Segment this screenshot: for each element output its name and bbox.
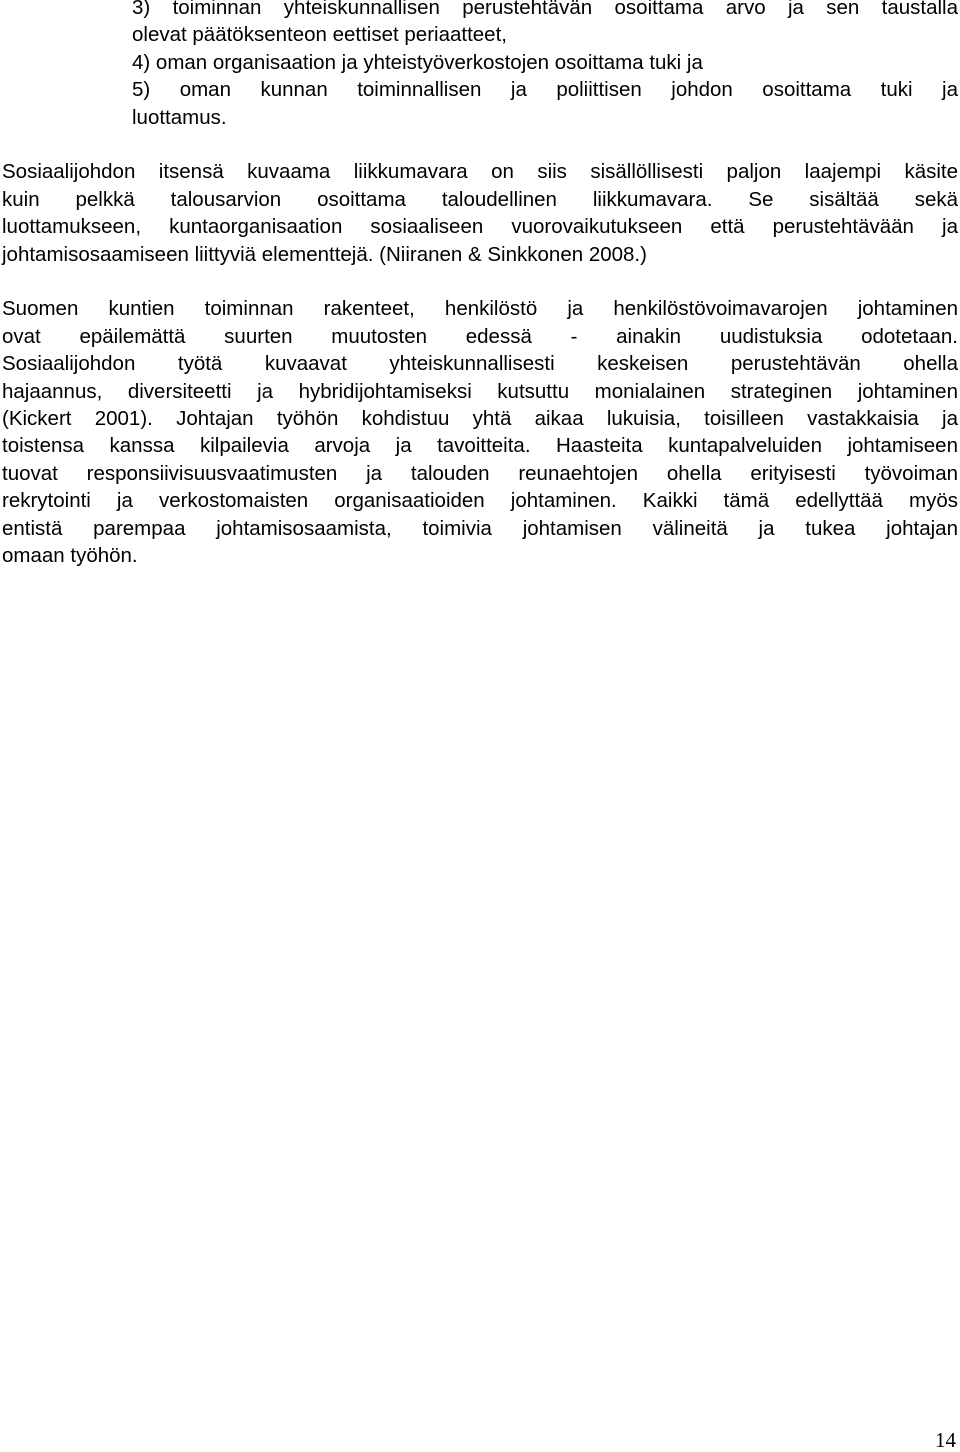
list-item-4: 4) oman organisaation ja yhteistyöverkostojen osoittama tuki ja bbox=[132, 50, 703, 74]
paragraph-2-line-8: rekrytointi ja verkostomaisten organisaatioiden johtaminen. Kaikki tämä edellyttää myös bbox=[2, 489, 958, 513]
paragraph-1-line-1: Sosiaalijohdon itsensä kuvaama liikkumavara on siis sisällöllisesti paljon laajempi käsite bbox=[2, 160, 958, 184]
paragraph-2-line-4: hajaannus, diversiteetti ja hybridijohtamiseksi kutsuttu monialainen strateginen johtaminen bbox=[2, 379, 958, 403]
paragraph-1-line-2: kuin pelkkä talousarvion osoittama taloudellinen liikkumavara. Se sisältää sekä bbox=[2, 187, 958, 211]
page-number: 14 bbox=[935, 1428, 956, 1452]
paragraph-2-line-10: omaan työhön. bbox=[2, 544, 138, 568]
list-item-5-line-1: 5) oman kunnan toiminnallisen ja poliittisen johdon osoittama tuki ja bbox=[132, 78, 958, 102]
paragraph-1-line-4: johtamisosaamiseen liittyviä elementtejä. (Niiranen & Sinkkonen 2008.) bbox=[2, 242, 647, 266]
paragraph-spacer bbox=[2, 268, 958, 295]
paragraph-2-line-5: (Kickert 2001). Johtajan työhön kohdistuu yhtä aikaa lukuisia, toisilleen vastakkaisia ja bbox=[2, 407, 958, 431]
list-item-3-line-2: olevat päätöksenteon eettiset periaatteet, bbox=[132, 23, 507, 47]
paragraph-2-line-7: tuovat responsiivisuusvaatimusten ja talouden reunaehtojen ohella erityisesti työvoiman bbox=[2, 461, 958, 485]
list-continuation bbox=[2, 0, 958, 131]
list-item-3-line-1: 3) toiminnan yhteiskunnallisen perustehtävän osoittama arvo ja sen taustalla bbox=[132, 0, 958, 19]
paragraph-2 bbox=[2, 295, 958, 569]
document-body bbox=[2, 0, 958, 570]
paragraph-2-line-9: entistä parempaa johtamisosaamista, toimivia johtamisen välineitä ja tukea johtajan bbox=[2, 516, 958, 540]
paragraph-1-line-3: luottamukseen, kuntaorganisaation sosiaaliseen vuorovaikutukseen että perustehtävään ja bbox=[2, 215, 958, 239]
list-item-5-line-2: luottamus. bbox=[132, 105, 227, 129]
paragraph-spacer bbox=[2, 131, 958, 158]
paragraph-2-line-2: ovat epäilemättä suurten muutosten edessä - ainakin uudistuksia odotetaan. bbox=[2, 324, 958, 348]
paragraph-2-line-3: Sosiaalijohdon työtä kuvaavat yhteiskunnallisesti keskeisen perustehtävän ohella bbox=[2, 352, 958, 376]
paragraph-2-line-1: Suomen kuntien toiminnan rakenteet, henkilöstö ja henkilöstövoimavarojen johtaminen bbox=[2, 297, 958, 321]
paragraph-1 bbox=[2, 158, 958, 268]
paragraph-2-line-6: toistensa kanssa kilpailevia arvoja ja tavoitteita. Haasteita kuntapalveluiden johtamiseen bbox=[2, 434, 958, 458]
